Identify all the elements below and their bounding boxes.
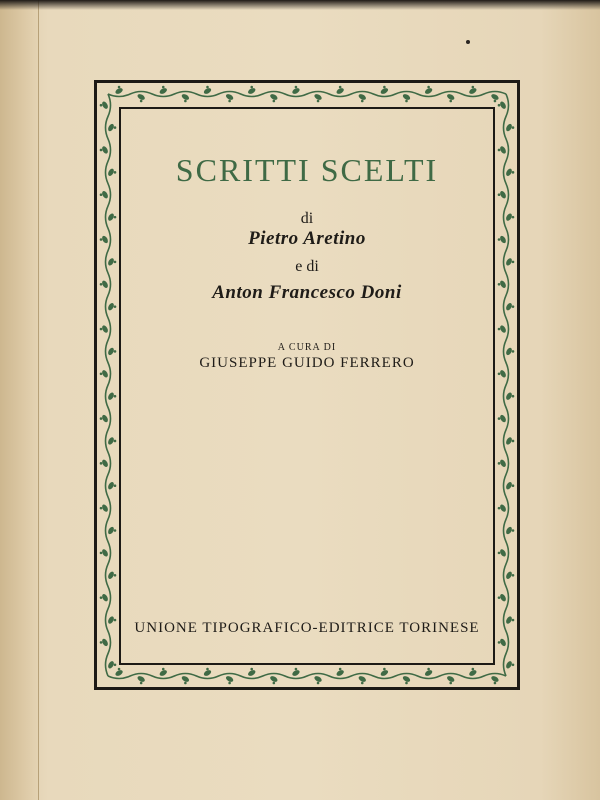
vine-stem	[504, 94, 509, 676]
vine-berry	[498, 283, 501, 286]
vine-berry	[512, 484, 515, 487]
vine-berry	[273, 100, 276, 103]
vine-berry	[100, 552, 103, 555]
vine-berry	[100, 328, 103, 331]
vine-berry	[512, 664, 515, 667]
vine-berry	[114, 484, 117, 487]
vine-berry	[100, 283, 103, 286]
vine-berry	[273, 682, 276, 685]
vine-berry	[228, 100, 231, 103]
vine-berry	[512, 126, 515, 129]
vine-berry	[317, 682, 320, 685]
vine-berry	[512, 529, 515, 532]
vine-berry	[361, 682, 364, 685]
vine-berry	[100, 507, 103, 510]
vine-berry	[100, 462, 103, 465]
connector-e-di: e di	[295, 258, 319, 275]
vine-berry	[206, 668, 209, 671]
vine-berry	[361, 100, 364, 103]
vine-stem	[108, 92, 506, 97]
vine-berry	[512, 171, 515, 174]
vine-berry	[405, 682, 408, 685]
vine-berry	[498, 641, 501, 644]
vine-berry	[140, 100, 143, 103]
vine-berry	[100, 104, 103, 107]
vine-berry	[498, 149, 501, 152]
vine-berry	[472, 86, 475, 89]
vine-berry	[512, 305, 515, 308]
vine-berry	[512, 216, 515, 219]
vine-berry	[228, 682, 231, 685]
vine-berry	[114, 574, 117, 577]
vine-berry	[512, 574, 515, 577]
vine-berry	[498, 462, 501, 465]
vine-berry	[114, 440, 117, 443]
vine-berry	[498, 104, 501, 107]
vine-berry	[100, 193, 103, 196]
vine-berry	[295, 668, 298, 671]
vine-berry	[184, 682, 187, 685]
vine-berry	[100, 417, 103, 420]
vine-berry	[118, 86, 121, 89]
vine-berry	[339, 668, 342, 671]
vine-berry	[184, 100, 187, 103]
vine-berry	[494, 100, 497, 103]
vine-stem	[106, 94, 111, 676]
top-shadow	[0, 0, 600, 10]
vine-berry	[512, 619, 515, 622]
vine-berry	[383, 86, 386, 89]
vine-berry	[494, 682, 497, 685]
vine-berry	[250, 86, 253, 89]
vine-berry	[114, 305, 117, 308]
connector-di: di	[300, 210, 314, 227]
vine-stem	[108, 674, 506, 679]
editor-name: GIUSEPPE GUIDO FERRERO	[199, 355, 415, 371]
vine-berry	[512, 261, 515, 264]
vine-berry	[498, 596, 501, 599]
inner-frame	[119, 107, 495, 665]
vine-berry	[114, 216, 117, 219]
vine-berry	[498, 552, 501, 555]
vine-berry	[114, 395, 117, 398]
vine-berry	[114, 261, 117, 264]
vine-berry	[162, 668, 165, 671]
vine-berry	[114, 619, 117, 622]
vine-berry	[317, 100, 320, 103]
vine-berry	[498, 328, 501, 331]
vine-berry	[427, 668, 430, 671]
book-title: SCRITTI SCELTI	[175, 152, 439, 188]
vine-berry	[114, 529, 117, 532]
vine-berry	[339, 86, 342, 89]
vine-berry	[383, 668, 386, 671]
vine-berry	[405, 100, 408, 103]
book-spine-edge	[0, 0, 39, 800]
editor-label: A CURA DI	[277, 342, 337, 353]
vine-berry	[498, 417, 501, 420]
publisher: UNIONE TIPOGRAFICO-EDITRICE TORINESE	[134, 620, 480, 636]
ink-speck	[466, 40, 470, 44]
author-doni: Anton Francesco Doni	[212, 282, 402, 303]
vine-berry	[100, 149, 103, 152]
vine-berry	[114, 350, 117, 353]
vine-berry	[206, 86, 209, 89]
vine-berry	[449, 682, 452, 685]
vine-berry	[472, 668, 475, 671]
vine-berry	[512, 350, 515, 353]
vine-berry	[512, 440, 515, 443]
vine-berry	[100, 238, 103, 241]
vine-berry	[100, 641, 103, 644]
vine-berry	[449, 100, 452, 103]
author-aretino: Pietro Aretino	[248, 228, 366, 249]
vine-berry	[295, 86, 298, 89]
vine-berry	[250, 668, 253, 671]
vine-berry	[512, 395, 515, 398]
vine-berry	[114, 664, 117, 667]
vine-berry	[498, 238, 501, 241]
vine-berry	[498, 193, 501, 196]
vine-berry	[100, 373, 103, 376]
vine-berry	[140, 682, 143, 685]
vine-berry	[114, 171, 117, 174]
vine-berry	[427, 86, 430, 89]
vine-berry	[498, 373, 501, 376]
vine-berry	[114, 126, 117, 129]
vine-berry	[118, 668, 121, 671]
vine-berry	[100, 596, 103, 599]
vine-berry	[162, 86, 165, 89]
vine-berry	[498, 507, 501, 510]
